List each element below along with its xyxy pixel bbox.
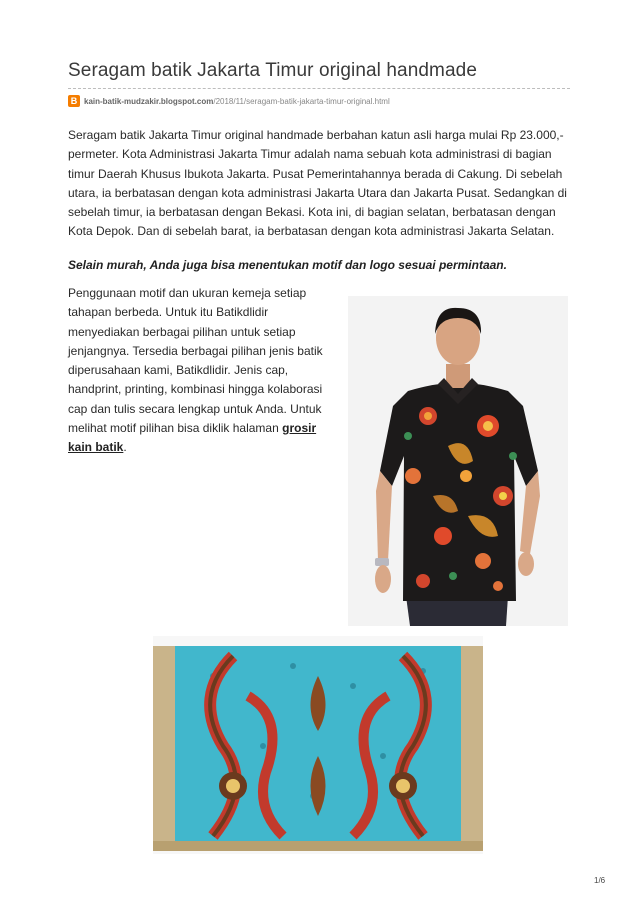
source-domain[interactable]: kain-batik-mudzakir.blogspot.com [84, 96, 214, 106]
page-number: 1/6 [594, 876, 606, 885]
grosir-link[interactable]: grosir kain batik [68, 421, 317, 455]
batik-shirt-photo [348, 296, 568, 626]
source-path[interactable]: /2018/11/seragam-batik-jakarta-timur-original.html [213, 96, 390, 106]
source-url[interactable] [84, 97, 390, 106]
page-title: Seragam batik Jakarta Timur original handmade [68, 60, 477, 81]
motif-paragraph [68, 284, 340, 458]
source-line [68, 94, 390, 108]
motif-paragraph-suffix: . [123, 440, 127, 455]
blogger-icon: B [68, 95, 80, 107]
batik-fabric-photo [153, 636, 483, 854]
intro-paragraph: Seragam batik Jakarta Timur original handmade berbahan katun asli harga mulai Rp 23.000,- permeter. Kota Administrasi Jakarta Timur adalah nama sebuah kota administrasi di bagian timur Daerah Khusus Ibukota Jakarta. Pusat Pemerintahannya berada di Cakung. Di sebelah utara, ia berbatasan dengan kota administrasi Jakarta Utara dan Jakarta Pusat. Sedangkan di sebelah timur, ia berbatasan dengan Bekasi. Kota ini, di bagian selatan, berbatasan dengan Kota Depok. Dan di sebelah barat, ia berbatasan dengan kota administrasi Jakarta Selatan. [68, 128, 567, 239]
emphasis-line: Selain murah, Anda juga bisa menentukan motif dan logo sesuai permintaan. [68, 258, 507, 272]
title-divider [68, 88, 570, 89]
motif-paragraph-text: Penggunaan motif dan ukuran kemeja setiap tahapan berbeda. Untuk itu Batikdlidir menyediakan berbagai pilihan untuk setiap jenjangnya. Tersedia berbagai pilihan jenis batik diperusahaan kami, Batikdlidir. Jenis cap, handprint, printing, kombinasi hingga kolaborasi cap dan tulis secara lengkap untuk Anda. Untuk melihat motif pilihan bisa diklik halaman [68, 286, 323, 436]
